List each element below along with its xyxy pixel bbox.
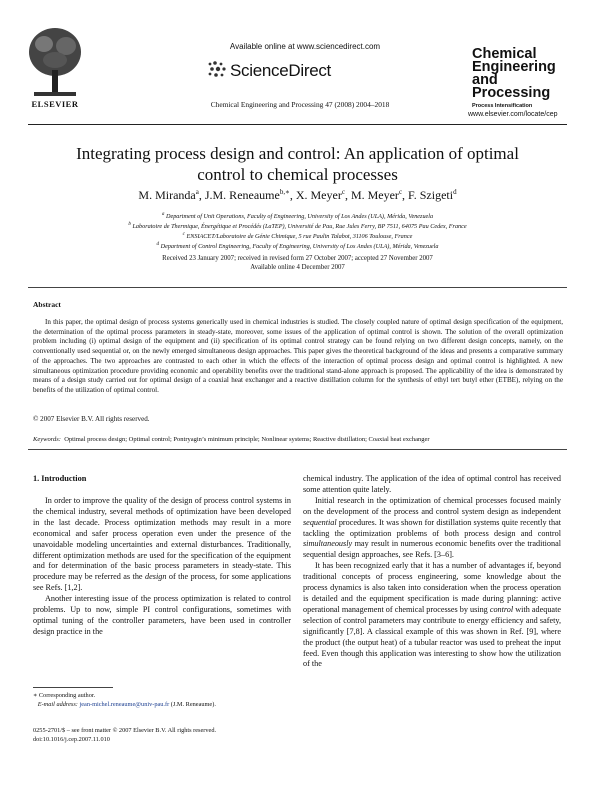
author-sup: c <box>341 188 345 196</box>
available-online-line: Available online at www.sciencedirect.com <box>229 42 381 51</box>
right-column <box>303 474 561 670</box>
affiliation-sup: a <box>161 211 165 217</box>
author-list: M. Miranda$^a$, J.M. Reneaume$^{b,∗}$, X. Meyer$^c$, M. Meyer$^c$, F. Szigeti$^d$ <box>138 188 457 202</box>
paragraph-text: of the process, for some applications see Refs. [1,2]. <box>33 572 291 593</box>
email-label: E-mail address: <box>37 701 78 708</box>
journal-logo <box>472 48 564 109</box>
journal-logo-line: Engineering <box>472 59 556 75</box>
paragraph <box>303 496 561 561</box>
available-date: Available online 4 December 2007 <box>250 264 345 271</box>
journal-logo-line: Processing <box>472 85 551 101</box>
issn-line <box>33 726 333 744</box>
abstract-copyright: © 2007 Elsevier B.V. All rights reserved. <box>33 415 150 423</box>
journal-logo-line: and <box>472 72 498 88</box>
title-line: Integrating process design and control: An application of optimal <box>76 144 519 163</box>
author-name: X. Meyer <box>295 188 342 202</box>
author-name: F. Szigeti <box>408 188 454 202</box>
issn-text: 0255-2701/$ – see front matter © 2007 Elsevier B.V. All rights reserved. <box>33 727 217 734</box>
affiliation-text: Department of Control Engineering, Faculty of Engineering, University of Los Andes (ULA), Mérida, Venezuela <box>160 243 439 251</box>
title-line: control to chemical processes <box>197 165 398 184</box>
abstract-divider-bottom <box>28 449 567 450</box>
journal-logo-line: Chemical <box>472 46 537 62</box>
paragraph <box>303 474 561 496</box>
affiliation-sup: b <box>128 221 131 227</box>
author-sup[interactable]: b,∗ <box>279 188 290 196</box>
affiliation <box>40 211 555 220</box>
author-name: M. Meyer <box>350 188 399 202</box>
sciencedirect-dots-icon <box>207 60 229 80</box>
paragraph-text: with adequate selection of control parameters may contribute to energy efficiency and safety, significantly [7,8]. A classical example of this was shown in Ref. [9], where the product (the output heat) of a tubular reactor was used to preheat the input feed. Even though this application was interesting to show how the utilization of the <box>303 604 561 669</box>
paragraph-text: It has been recognized early that it has a number of advantages if, beyond traditional concepts of process engineering, some knowledge about the process dynamics is also taken into consideration when the process operation is detailed and the equipment specification is made during planning: active operational management of chemical processes by using <box>303 561 561 614</box>
paragraph-text: may result in numerous economic benefits over the traditional sequential design approaches, see Refs. [3–6]. <box>303 539 561 560</box>
author-sup: c <box>398 188 403 196</box>
email-suffix: (J.M. Reneaume). <box>170 701 216 708</box>
abstract-heading: Abstract <box>33 300 61 309</box>
journal-url[interactable]: www.elsevier.com/locate/cep <box>468 111 558 118</box>
received-dates: Received 23 January 2007; received in revised form 27 October 2007; accepted 27 November 2007 <box>162 255 433 262</box>
section-heading: 1. Introduction <box>33 474 87 483</box>
paragraph-emphasis: design <box>145 572 167 582</box>
affiliation-sup: d <box>156 241 160 247</box>
paragraph <box>33 594 291 638</box>
keywords-list: Optimal process design; Optimal control; Pontryagin’s minimum principle; Nonlinear systems; Reactive distillation; Coaxial heat exchanger <box>64 436 430 443</box>
left-column <box>33 496 291 638</box>
keywords-label: Keywords: <box>33 436 61 443</box>
paragraph-text: chemical industry. The application of the idea of optimal control has received some attention quite lately. <box>303 474 561 494</box>
author-name: M. Miranda <box>138 188 196 202</box>
affiliation <box>40 231 555 240</box>
footnote-rule <box>33 687 113 688</box>
abstract-body: In this paper, the optimal design of process systems generically used in chemical industries is studied. The closely coupled nature of optimal design specification of the equipment, the determination of the optimal process parameters in steady-state, moreover, some issues of the application of optimal control is shown. The solution of the overall optimization problem including (i) optimal design of the equipment and (ii) specification of its optimal control strategy can be found relying on two different design concepts, namely, on the conventionally used sequential or, on the newly emerged simultaneous design approaches. This paper gives the theoretical background of the ideas and presents a comparative summary of the approaches. The two approaches are contrasted to each other in which the effects of the interaction of optimal process design and optimal control is highlighted. A new simultaneous optimization procedure providing economic and operability benefits over the traditional stand-alone approach is proposed. The applicability of the idea is demonstrated by means of a design study carried out for optimal design of a coaxial heat exchanger and a reactive distillation column for the synthesis of ethyl tert butyl ether (ETBE), relying on the benefits of the utilization of optimal control. <box>33 318 563 394</box>
paragraph <box>303 561 561 670</box>
header-divider <box>28 124 567 125</box>
sciencedirect-logo: ScienceDirect <box>230 61 331 80</box>
author-sup: d <box>453 188 457 196</box>
paragraph-text: Initial research in the optimization of chemical processes focused mainly on the development of the process and control system design as independent <box>303 495 561 516</box>
affiliation <box>40 241 555 250</box>
affiliation-text: Laboratoire de Thermique, Énergétique et Procédés (LaTEP), Université de Pau, Rue Jules Ferry, BP 7511, 64075 Pau Cedex, France <box>132 223 467 231</box>
journal-citation: Chemical Engineering and Processing 47 (2008) 2004–2018 <box>210 100 390 109</box>
paragraph-text: Another interesting issue of the process optimization is related to control problems. Up to now, simple PI control configurations, sometimes with optimal tuning of the controller parameters, have been used in controller design practice in the <box>33 594 291 636</box>
paragraph-emphasis: control <box>489 604 514 614</box>
affiliation-sup: c <box>182 231 185 237</box>
email-link[interactable]: jean-michel.reneaume@univ-pau.fr <box>79 701 170 708</box>
paragraph-text: procedures. It was shown for distillation systems quite recently that tackling the optimization problems of both process design and control <box>303 517 561 538</box>
elsevier-tree-logo <box>24 22 86 102</box>
keywords <box>33 436 563 443</box>
paragraph <box>33 496 291 594</box>
journal-logo-tagline: Process Intensification <box>472 103 533 109</box>
author-sup: a <box>195 188 199 196</box>
publisher-logo-text: ELSEVIER <box>31 99 79 109</box>
paragraph-emphasis: simultaneously <box>303 539 353 549</box>
affiliation-text: Department of Unit Operations, Faculty of Engineering, University of Los Andes (ULA), Mérida, Venezuela <box>166 213 434 221</box>
paragraph-text: In order to improve the quality of the design of process control systems in the chemical industry, several methods of optimization have been developed in the last decade. Process optimization methods may result in a more economical and safer process operation even under the presence of the unavoidable modeling uncertainties and external disturbances. Traditionally, different optimization methods are used for the specification of the equipment and for determination of the basic process parameters in steady-state. This procedure may be referred as the <box>33 496 291 582</box>
article-dates <box>40 254 555 272</box>
corresponding-author-note: ∗ Corresponding author. <box>33 692 96 699</box>
footnote <box>33 691 291 709</box>
abstract-divider-top <box>28 287 567 288</box>
paragraph-emphasis: sequential <box>303 517 337 527</box>
doi-link[interactable]: doi:10.1016/j.cep.2007.11.010 <box>33 736 110 743</box>
author-name: J.M. Reneaume <box>204 188 280 202</box>
article-title <box>40 143 555 185</box>
affiliation <box>40 221 555 230</box>
affiliation-text: ENSIACET/Laboratoire de Génie Chimique, 5 rue Paulin Talabot, 31106 Toulouse, France <box>186 233 413 241</box>
